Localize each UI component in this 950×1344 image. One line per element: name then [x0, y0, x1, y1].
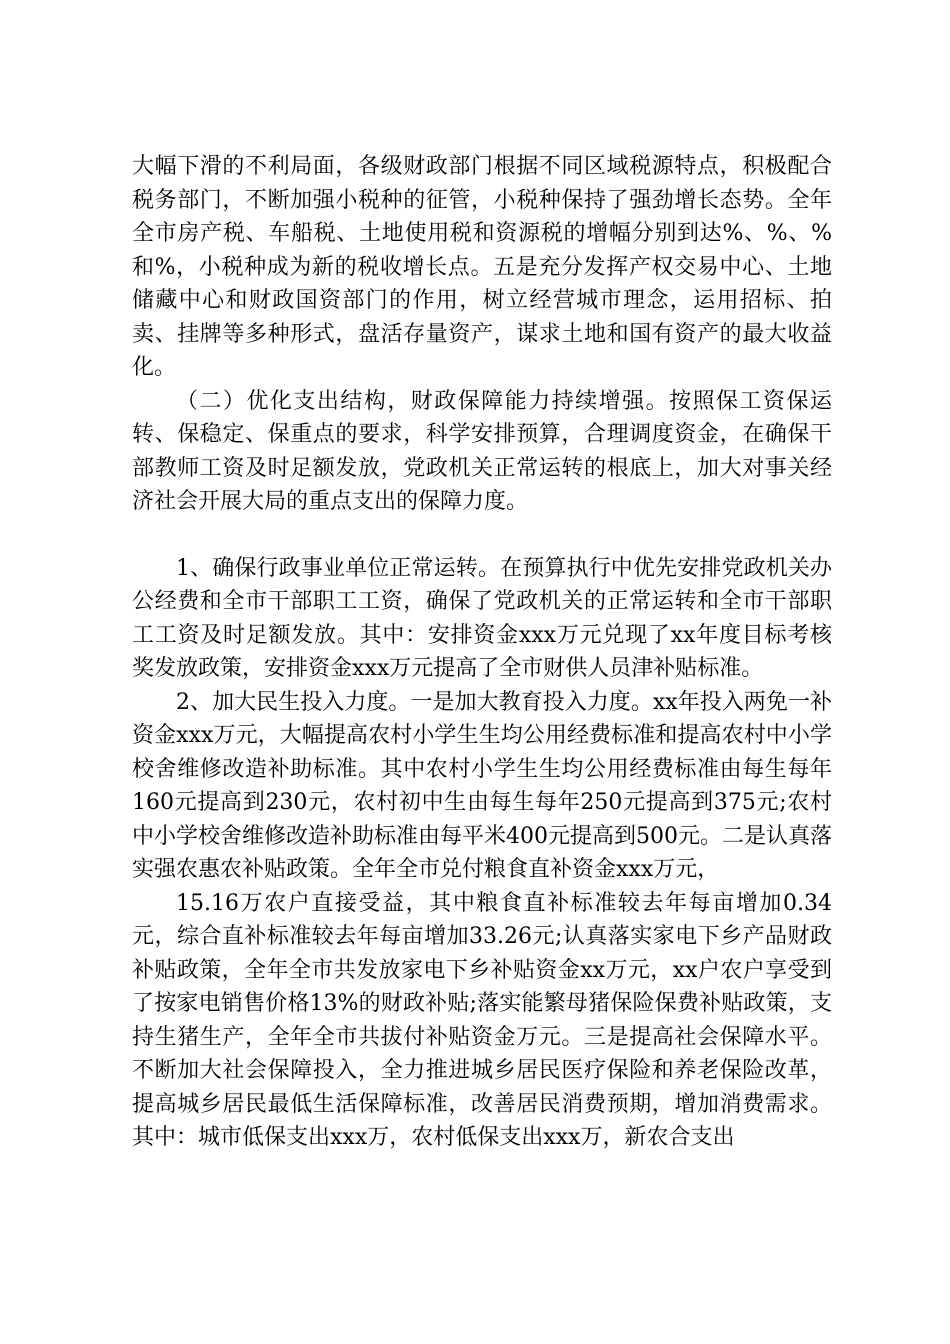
paragraph-livelihood-investment: 2、加大民生投入力度。一是加大教育投入力度。xx年投入两免一补资金xxx万元，大幅提高农村小学生生均公用经费标准和提高农村中小学校舍维修改造补助标准。其中农村小学生生均公用经费标准由每生每年160元提高到230元，农村初中生由每生每年250元提高到375元;农村中小学校舍维修改造补助标准由每平米400元提高到500元。二是认真落实强农惠农补贴政策。全年全市兑付粮食直补资金xxx万元，	[132, 689, 832, 882]
paragraph-farmer-subsidies: 15.16万农户直接受益，其中粮食直补标准较去年每亩增加0.34元，综合直补标准较去年每亩增加33.26元;认真落实家电下乡产品财政补贴政策，全年全市共发放家电下乡补贴资金xx万元，xx户农户享受到了按家电销售价格13%的财政补贴;落实能繁母猪保险保费补贴政策，支持生猪生产，全年全市共拔付补贴资金万元。三是提高社会保障水平。不断加大社会保障投入，全力推进城乡居民医疗保险和养老保险改革，提高城乡居民最低生活保障标准，改善居民消费预期，增加消费需求。其中：城市低保支出xxx万，农村低保支出xxx万，新农合支出	[132, 890, 832, 1150]
document-body	[132, 150, 832, 1155]
paragraph-expenditure-structure: （二）优化支出结构，财政保障能力持续增强。按照保工资保运转、保稳定、保重点的要求，科学安排预算，合理调度资金，在确保干部教师工资及时足额发放，党政机关正常运转的根底上，加大对事关经济社会开展大局的重点支出的保障力度。	[132, 388, 832, 514]
paragraph-administrative-operation: 1、确保行政事业单位正常运转。在预算执行中优先安排党政机关办公经费和全市干部职工工资，确保了党政机关的正常运转和全市干部职工工资及时足额发放。其中：安排资金xxx万元兑现了xx年度目标考核奖发放政策，安排资金xxx万元提高了全市财供人员津补贴标准。	[132, 555, 832, 681]
paragraph-spacer	[132, 519, 832, 552]
paragraph-tax-revenue: 大幅下滑的不利局面，各级财政部门根据不同区域税源特点，积极配合税务部门，不断加强小税种的征管，小税种保持了强劲增长态势。全年全市房产税、车船税、土地使用税和资源税的增幅分别到达%、%、%和%，小税种成为新的税收增长点。五是充分发挥产权交易中心、土地储藏中心和财政国资部门的作用，树立经营城市理念，运用招标、拍卖、挂牌等多种形式，盘活存量资产，谋求土地和国有资产的最大收益化。	[132, 154, 832, 380]
